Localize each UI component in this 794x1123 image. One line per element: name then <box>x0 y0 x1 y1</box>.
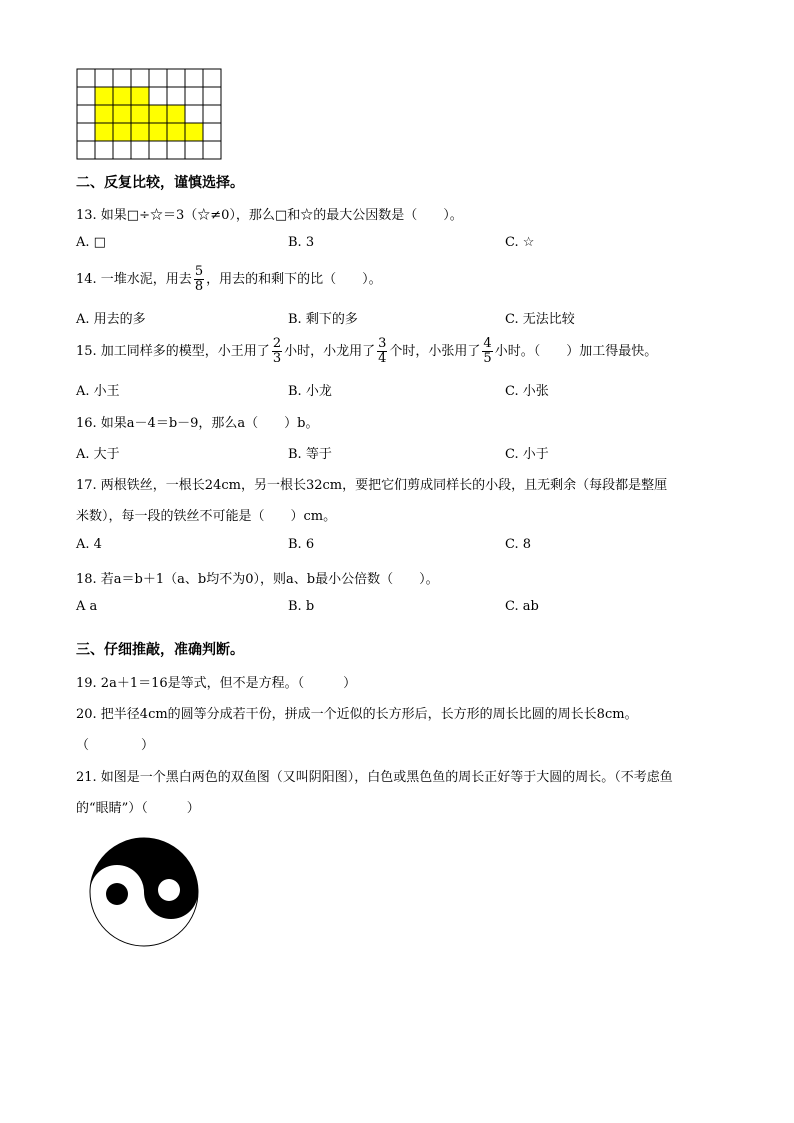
fraction-4-5: $\frac{4}{5}$ <box>483 336 492 366</box>
q15-option-a: A. 小王 <box>76 384 120 399</box>
question-18: 18. 若a＝b＋1（a、b均不为0），则a、b最小公倍数（ ）。 <box>76 572 439 587</box>
grid-figure <box>76 68 222 160</box>
section-2-title: 二、反复比较，谨慎选择。 <box>76 175 244 191</box>
grid-cell <box>131 141 149 159</box>
grid-cell <box>149 69 167 87</box>
q14-option-a: A. 用去的多 <box>76 312 146 327</box>
question-17-line-2: 米数），每一段的铁丝不可能是（ ）cm。 <box>76 509 337 524</box>
fraction-5-8: $\frac{5}{8}$ <box>194 264 204 294</box>
q17-option-b: B. 6 <box>288 537 315 552</box>
grid-cell-filled <box>167 105 185 123</box>
question-13: 13. 如果□÷☆＝3（☆≠0），那么□和☆的最大公因数是（ ）。 <box>76 208 463 223</box>
grid-cell <box>77 105 95 123</box>
grid-cell-filled <box>113 123 131 141</box>
grid-cell <box>185 141 203 159</box>
grid-cell <box>167 69 185 87</box>
grid-cell <box>131 69 149 87</box>
grid-cell <box>95 141 113 159</box>
grid-cell <box>77 141 95 159</box>
grid-cell-filled <box>149 123 167 141</box>
grid-cell <box>113 69 131 87</box>
black-fish-eye <box>158 879 180 901</box>
question-20-line-1: 20. 把半径4cm的圆等分成若干份，拼成一个近似的长方形后，长方形的周长比圆的周长长8cm。 <box>76 707 638 722</box>
question-14: 14. 一堆水泥，用去 $\frac{5}{8}$ ，用去的和剩下的比（ ）。 <box>76 264 382 294</box>
grid-cell <box>203 141 221 159</box>
grid-cell <box>167 87 185 105</box>
grid-cell-filled <box>95 87 113 105</box>
grid-cell-filled <box>95 105 113 123</box>
q13-option-b: B. 3 <box>288 235 315 250</box>
grid-cell <box>149 87 167 105</box>
grid-cell <box>203 87 221 105</box>
grid-cell <box>185 105 203 123</box>
q16-option-b: B. 等于 <box>288 447 332 462</box>
section-3-title: 三、仔细推敲，准确判断。 <box>76 642 244 658</box>
question-21-line-1: 21. 如图是一个黑白两色的双鱼图（又叫阴阳图），白色或黑色鱼的周长正好等于大圆的周长。（不考虑鱼 <box>76 770 673 785</box>
question-21-line-2: 的“眼睛”）（ ） <box>76 801 200 816</box>
grid-cell <box>203 105 221 123</box>
grid-cell <box>203 69 221 87</box>
grid-cell-filled <box>131 105 149 123</box>
grid-cell-filled <box>113 105 131 123</box>
q13-option-c: C. ☆ <box>505 235 535 250</box>
grid-cell <box>77 69 95 87</box>
grid-cell <box>185 87 203 105</box>
grid-cell-filled <box>131 123 149 141</box>
q15-option-b: B. 小龙 <box>288 384 332 399</box>
grid-cell-filled <box>167 123 185 141</box>
q18-option-b: B. b <box>288 599 315 614</box>
q14-option-b: B. 剩下的多 <box>288 312 358 327</box>
yin-yang-figure <box>88 836 200 948</box>
question-19: 19. 2a＋1＝16是等式，但不是方程。（ ） <box>76 676 357 691</box>
grid-cell <box>185 69 203 87</box>
grid-cell <box>77 87 95 105</box>
grid-cell <box>95 69 113 87</box>
fraction-2-3: $\frac{2}{3}$ <box>272 336 282 366</box>
q13-option-a: A. □ <box>76 235 106 250</box>
grid-cell-filled <box>113 87 131 105</box>
fraction-3-4: $\frac{3}{4}$ <box>378 336 387 366</box>
question-17-line-1: 17. 两根铁丝，一根长24cm，另一根长32cm，要把它们剪成同样长的小段，且无剩余（每段都是整厘 <box>76 478 668 493</box>
q16-option-c: C. 小于 <box>505 447 549 462</box>
grid-cell-filled <box>131 87 149 105</box>
q18-option-c: C. ab <box>505 599 539 614</box>
q16-option-a: A. 大于 <box>76 447 120 462</box>
question-15: 15. 加工同样多的模型，小王用了 $\frac{2}{3}$ 小时，小龙用了 $\frac{3}{4}$ 个时，小张用了 $\frac{4}{5}$ 小时。（ ）加工得最快。 <box>76 336 658 366</box>
grid-cell <box>167 141 185 159</box>
grid-cell-filled <box>185 123 203 141</box>
grid-cell <box>77 123 95 141</box>
grid-cell <box>113 141 131 159</box>
question-16: 16. 如果a－4＝b－9，那么a（ ）b。 <box>76 416 319 431</box>
q15-option-c: C. 小张 <box>505 384 549 399</box>
white-fish-eye <box>106 883 128 905</box>
q17-option-a: A. 4 <box>76 537 102 552</box>
q17-option-c: C. 8 <box>505 537 532 552</box>
q14-option-c: C. 无法比较 <box>505 312 575 327</box>
grid-cell <box>149 141 167 159</box>
grid-cell-filled <box>95 123 113 141</box>
question-20-line-2: （ ） <box>76 738 155 753</box>
grid-cell <box>203 123 221 141</box>
grid-cell-filled <box>149 105 167 123</box>
q18-option-a: A a <box>76 599 98 614</box>
